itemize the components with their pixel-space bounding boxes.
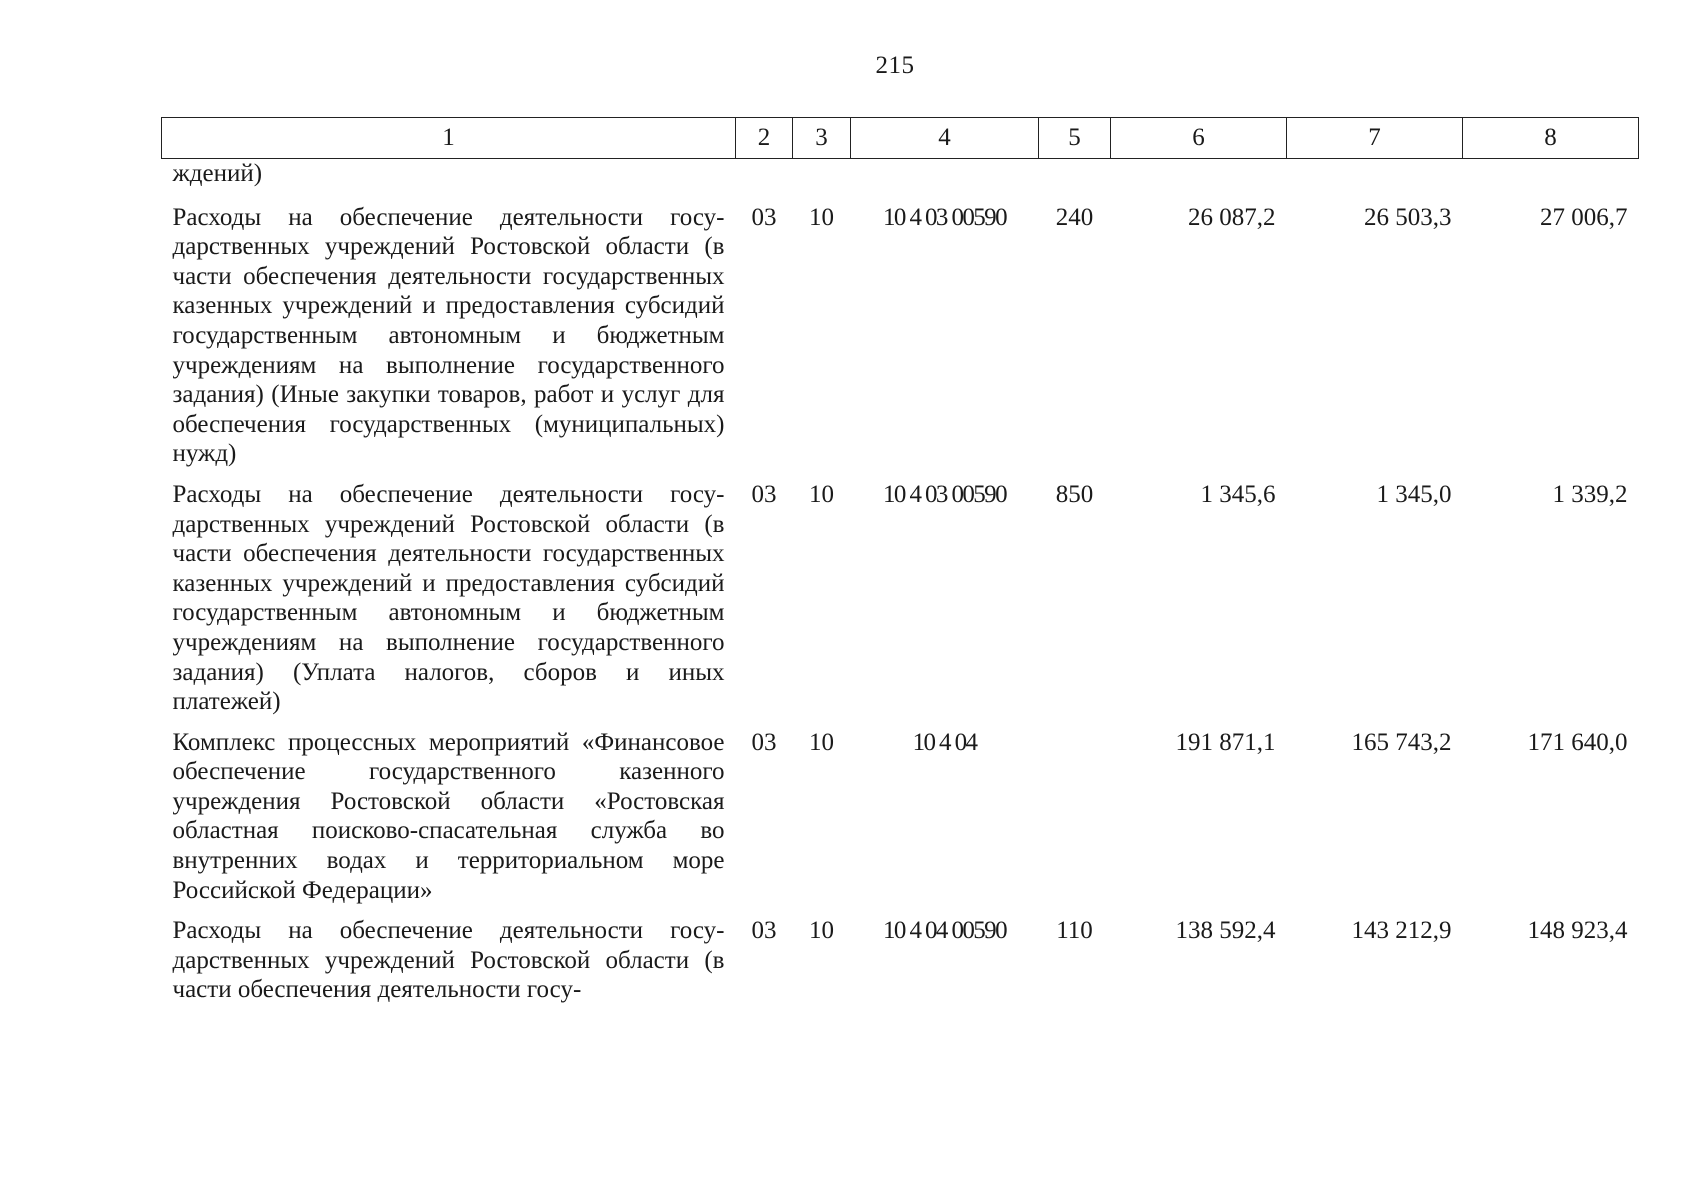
row-amount-col8: 171 640,0: [1527, 728, 1628, 756]
header-col-2: 2: [736, 118, 793, 159]
table-body: [162, 159, 1639, 1017]
header-col-8: 8: [1463, 118, 1639, 159]
row-section: 03: [751, 203, 777, 231]
continuation-text: ждений): [172, 160, 263, 187]
row-amount-col6: 1 345,6: [1200, 480, 1276, 508]
row-amount-col6: 191 871,1: [1175, 728, 1276, 756]
row-amount-col7: 143 212,9: [1351, 917, 1452, 945]
header-col-3: 3: [793, 118, 851, 159]
row-name: Расходы на обеспечение деятельности государственных учреждений Ростовской области (в части обеспечения деятельности государственных казенных учреждений и предоставления субсидий государственным автономным и бюджетным учреждениям на выполнение государственного задания) (Уплата налогов, сборов и иных платежей): [172, 480, 725, 716]
header-col-5: 5: [1039, 118, 1111, 159]
row-subsection: 10: [809, 480, 834, 508]
row-target-code: 10 4 04 00590: [883, 917, 1006, 945]
budget-table: [161, 117, 1639, 1016]
row-amount-col7: 26 503,3: [1364, 203, 1452, 231]
row-amount-col8: 1 339,2: [1552, 480, 1628, 508]
header-col-7: 7: [1287, 118, 1463, 159]
row-name: Расходы на обеспечение деятельности государственных учреждений Ростовской области (в части обеспечения деятельности госу-: [172, 917, 725, 1004]
continuation-row: [162, 159, 1639, 203]
header-col-1: 1: [162, 118, 736, 159]
row-subsection: 10: [809, 917, 834, 945]
row-section: 03: [751, 917, 777, 945]
row-subsection: 10: [809, 203, 834, 231]
row-expense-type: 850: [1055, 480, 1094, 508]
row-amount-col7: 165 743,2: [1351, 728, 1452, 756]
row-expense-type: 110: [1056, 917, 1093, 945]
row-expense-type: 240: [1055, 203, 1094, 231]
row-section: 03: [751, 728, 777, 756]
table-row: [162, 480, 1639, 728]
row-amount-col8: 27 006,7: [1540, 203, 1628, 231]
row-target-code: 10 4 03 00590: [883, 203, 1006, 231]
table-header: [162, 118, 1639, 159]
row-target-code: 10 4 03 00590: [883, 480, 1006, 508]
table-row: [162, 203, 1639, 480]
header-col-4: 4: [851, 118, 1039, 159]
header-row: [162, 118, 1639, 159]
row-amount-col8: 148 923,4: [1527, 917, 1628, 945]
row-name: Комплекс процессных мероприятий «Финансовое обеспечение государственного казенного учреждения Ростовской области «Ростовская областная поисково-спасательная служба во внутренних водах и территориальном море Российской Федерации»: [172, 728, 725, 904]
row-subsection: 10: [809, 728, 834, 756]
page-number: 215: [875, 52, 915, 79]
row-target-code: 10 4 04: [912, 728, 977, 756]
row-amount-col7: 1 345,0: [1376, 480, 1452, 508]
table-row: [162, 916, 1639, 1016]
row-name: Расходы на обеспечение деятельности государственных учреждений Ростовской области (в части обеспечения деятельности государственных казенных учреждений и предоставления субсидий государственным автономным и бюджетным учреждениям на выполнение государственного задания) (Иные закупки товаров, работ и услуг для обеспечения государственных (муниципальных) нужд): [172, 203, 725, 468]
header-col-6: 6: [1111, 118, 1287, 159]
row-amount-col6: 138 592,4: [1175, 917, 1276, 945]
row-expense-type: [1039, 728, 1111, 917]
table-row: [162, 728, 1639, 917]
row-amount-col6: 26 087,2: [1188, 203, 1276, 231]
row-section: 03: [751, 480, 777, 508]
